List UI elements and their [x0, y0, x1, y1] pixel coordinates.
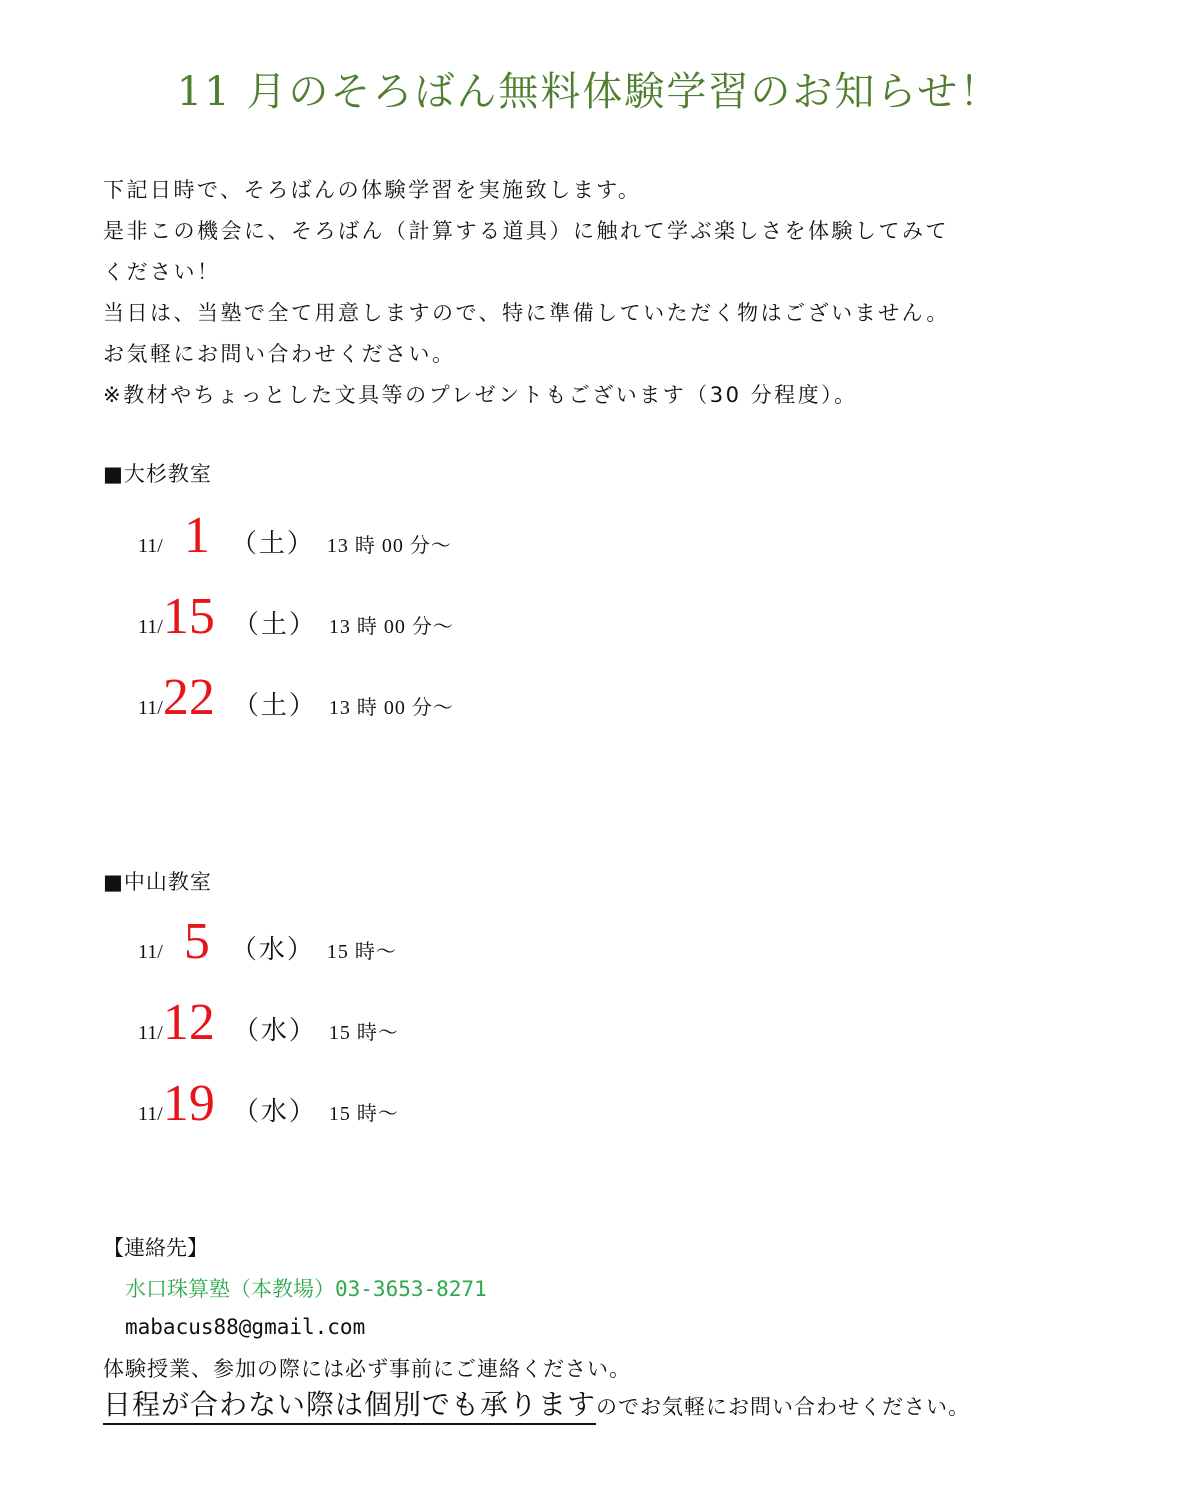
weekday-label: （水） [230, 935, 315, 964]
month-label: 11/ [138, 941, 163, 963]
weekday-label: （土） [232, 691, 317, 720]
page-title: 11 月のそろばん無料体験学習のお知らせ！ [176, 69, 1002, 115]
intro-line: ください！ [103, 260, 221, 284]
month-label: 11/ [138, 697, 163, 719]
nakayama-heading: ■中山教室 [103, 870, 212, 894]
note-individual-schedule [103, 1383, 970, 1423]
day-number: 22 [162, 669, 215, 726]
oosugi-heading: ■大杉教室 [103, 462, 212, 486]
weekday-label: （土） [232, 610, 317, 639]
day-number: 12 [162, 994, 215, 1051]
time-label: 15 時～ [328, 1022, 399, 1044]
time-label: 13 時 00 分～ [328, 616, 454, 638]
day-number: 1 [183, 507, 210, 564]
time-label: 13 時 00 分～ [328, 697, 454, 719]
intro-line: 当日は、当塾で全て用意しますので、特に準備していただく物はございません。 [103, 301, 950, 325]
nakayama-schedule-row [138, 994, 399, 1057]
weekday-label: （水） [232, 1016, 317, 1045]
intro-line: お気軽にお問い合わせください。 [103, 342, 456, 366]
note-advance-contact: 体験授業、参加の際には必ず事前にご連絡ください。 [103, 1357, 631, 1381]
oosugi-schedule-row [138, 588, 454, 651]
time-label: 15 時～ [326, 941, 397, 963]
month-label: 11/ [138, 1103, 163, 1125]
day-number: 19 [162, 1075, 215, 1132]
month-label: 11/ [138, 616, 163, 638]
month-label: 11/ [138, 535, 163, 557]
intro-line: ※教材やちょっとした文具等のプレゼントもございます（30 分程度）。 [103, 383, 858, 407]
weekday-label: （水） [232, 1097, 317, 1126]
intro-line: 是非この機会に、そろばん（計算する道具）に触れて学ぶ楽しさを体験してみて [103, 219, 949, 243]
day-number: 15 [162, 588, 215, 645]
contact-school-phone: 水口珠算塾（本教場）03-3653-8271 [125, 1277, 487, 1301]
time-label: 15 時～ [328, 1103, 399, 1125]
month-label: 11/ [138, 1022, 163, 1044]
weekday-label: （土） [230, 529, 315, 558]
oosugi-schedule-row [138, 507, 452, 570]
contact-heading: 【連絡先】 [103, 1236, 208, 1260]
contact-email[interactable]: mabacus88@gmail.com [125, 1315, 366, 1339]
intro-line: 下記日時で、そろばんの体験学習を実施致します。 [103, 178, 642, 202]
nakayama-schedule-row [138, 913, 397, 976]
day-number: 5 [183, 913, 210, 970]
intro-text [103, 170, 1073, 416]
oosugi-schedule-row [138, 669, 454, 732]
note-tail-text: のでお気軽にお問い合わせください。 [596, 1395, 971, 1419]
note-underlined-text: 日程が合わない際は個別でも承ります [103, 1388, 596, 1425]
time-label: 13 時 00 分～ [326, 535, 452, 557]
nakayama-schedule-row [138, 1075, 399, 1138]
